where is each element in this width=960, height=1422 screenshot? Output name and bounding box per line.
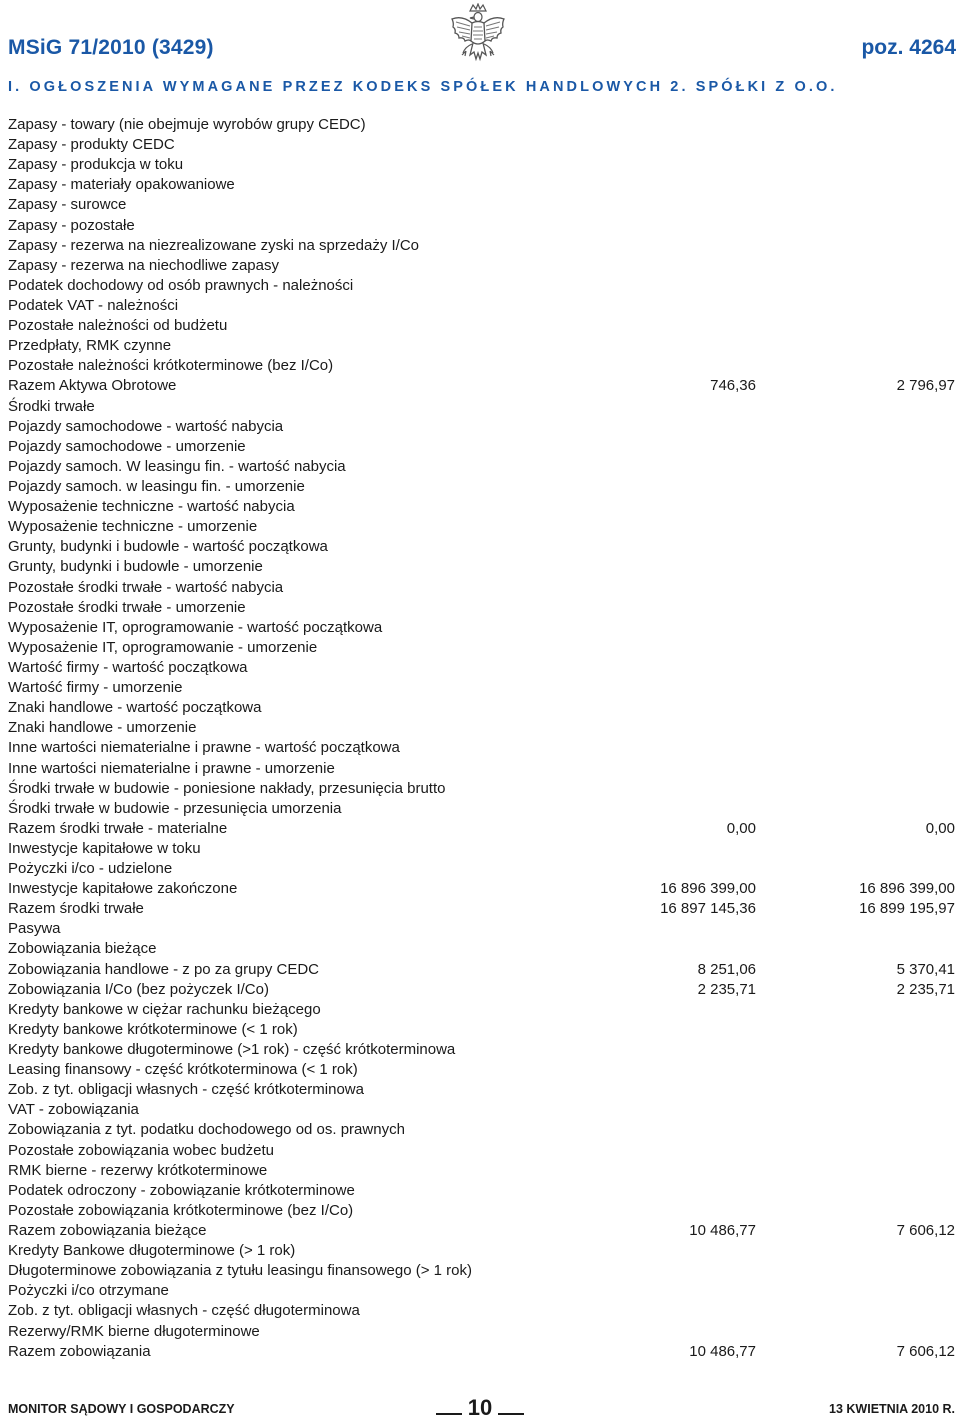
row-label: Pozostałe należności od budżetu (8, 317, 228, 335)
row-label: Pozostałe zobowiązania krótkoterminowe (bez I/Co) (8, 1201, 354, 1219)
row-label: Pożyczki i/co - udzielone (8, 860, 173, 878)
row-value-previous: 7 606,12 (896, 1222, 955, 1240)
table-row (0, 517, 960, 537)
row-label: Grunty, budynki i budowle - umorzenie (8, 558, 263, 576)
table-row (0, 718, 960, 738)
row-label: Podatek VAT - należności (8, 296, 179, 314)
table-row (0, 1241, 960, 1261)
row-label: Zobowiązania z tyt. podatku dochodowego od os. prawnych (8, 1121, 405, 1139)
table-row (0, 1201, 960, 1221)
row-value-current: 16 897 145,36 (660, 900, 756, 918)
position-number: poz. 4264 (861, 36, 956, 59)
row-label: Znaki handlowe - wartość początkowa (8, 699, 262, 717)
row-label: Pozostałe należności krótkoterminowe (bez I/Co) (8, 357, 334, 375)
table-row (0, 336, 960, 356)
table-row (0, 1040, 960, 1060)
row-label: Wyposażenie IT, oprogramowanie - umorzenie (8, 638, 318, 656)
row-label: Zapasy - rezerwa na niechodliwe zapasy (8, 256, 279, 274)
table-row (0, 115, 960, 135)
row-label: Pojazdy samochodowe - umorzenie (8, 437, 246, 455)
table-row (0, 135, 960, 155)
row-label: Zob. z tyt. obligacji własnych - część krótkoterminowa (8, 1081, 364, 1099)
row-label: Pozostałe zobowiązania wobec budżetu (8, 1141, 275, 1159)
row-label: Znaki handlowe - umorzenie (8, 719, 197, 737)
row-value-current: 16 896 399,00 (660, 880, 756, 898)
row-value-previous: 5 370,41 (896, 960, 955, 978)
table-row (0, 598, 960, 618)
row-label: Razem Aktywa Obrotowe (8, 377, 177, 395)
row-label: Pojazdy samochodowe - wartość nabycia (8, 417, 284, 435)
polish-eagle-emblem-icon (448, 3, 508, 69)
table-row (0, 397, 960, 417)
table-row (0, 1080, 960, 1100)
row-label: Razem środki trwałe (8, 900, 144, 918)
publication-title: MSiG 71/2010 (3429) (8, 36, 214, 59)
table-row (0, 437, 960, 457)
row-label: Inwestycje kapitałowe zakończone (8, 880, 238, 898)
row-label: Zapasy - surowce (8, 196, 127, 214)
table-row (0, 839, 960, 859)
row-label: Zapasy - produkcja w toku (8, 156, 184, 174)
table-row (0, 316, 960, 336)
table-row (0, 457, 960, 477)
row-value-current: 0,00 (726, 819, 756, 837)
row-label: Razem środki trwałe - materialne (8, 819, 228, 837)
table-row (0, 799, 960, 819)
table-row (0, 195, 960, 215)
row-label: Pożyczki i/co otrzymane (8, 1282, 169, 1300)
table-row (0, 276, 960, 296)
row-label: Zapasy - pozostałe (8, 216, 135, 234)
row-label: RMK bierne - rezerwy krótkoterminowe (8, 1161, 268, 1179)
table-row (0, 658, 960, 678)
table-row (0, 216, 960, 236)
row-value-previous: 16 899 195,97 (859, 900, 955, 918)
row-value-current: 10 486,77 (689, 1342, 756, 1360)
row-label: Pojazdy samoch. W leasingu fin. - wartość nabycia (8, 457, 346, 475)
row-label: Wartość firmy - umorzenie (8, 679, 183, 697)
row-label: Wyposażenie techniczne - umorzenie (8, 518, 258, 536)
table-row (0, 1120, 960, 1140)
page-header (0, 0, 960, 100)
table-row (0, 1100, 960, 1120)
row-label: Kredyty Bankowe długoterminowe (> 1 rok) (8, 1242, 296, 1260)
table-row (0, 1342, 960, 1362)
row-label: Zapasy - rezerwa na niezrealizowane zyski na sprzedaży I/Co (8, 236, 420, 254)
table-row (0, 980, 960, 1000)
table-row (0, 698, 960, 718)
row-label: Inne wartości niematerialne i prawne - wartość początkowa (8, 739, 400, 757)
table-row (0, 1221, 960, 1241)
table-row (0, 417, 960, 437)
row-value-previous: 2 235,71 (896, 980, 955, 998)
row-label: Środki trwałe w budowie - poniesione nakłady, przesunięcia brutto (8, 779, 446, 797)
table-row (0, 1141, 960, 1161)
table-row (0, 960, 960, 980)
table-row (0, 879, 960, 899)
table-row (0, 759, 960, 779)
table-row (0, 1020, 960, 1040)
table-row (0, 899, 960, 919)
row-label: Grunty, budynki i budowle - wartość początkowa (8, 538, 328, 556)
table-row (0, 738, 960, 758)
row-label: Podatek dochodowy od osób prawnych - należności (8, 276, 354, 294)
table-row (0, 356, 960, 376)
row-label: Zapasy - towary (nie obejmuje wyrobów grupy CEDC) (8, 116, 366, 133)
row-label: Podatek odroczony - zobowiązanie krótkoterminowe (8, 1181, 355, 1199)
row-label: Wartość firmy - wartość początkowa (8, 658, 248, 676)
table-row (0, 819, 960, 839)
row-value-previous: 2 796,97 (896, 377, 955, 395)
footer-publisher: MONITOR SĄDOWY I GOSPODARCZY (8, 1402, 235, 1416)
table-row (0, 1060, 960, 1080)
row-value-current: 746,36 (710, 377, 756, 395)
row-label: Zapasy - produkty CEDC (8, 136, 175, 154)
table-row (0, 155, 960, 175)
row-label: Środki trwałe (8, 397, 95, 415)
row-label: Wyposażenie techniczne - wartość nabycia (8, 498, 295, 516)
table-row (0, 578, 960, 598)
table-row (0, 1161, 960, 1181)
row-label: Zobowiązania handlowe - z po za grupy CEDC (8, 960, 319, 978)
row-label: Kredyty bankowe długoterminowe (>1 rok) - część krótkoterminowa (8, 1041, 456, 1059)
page-number: 10 (467, 1395, 493, 1420)
balance-table (0, 115, 960, 1362)
page-number-dash-right (498, 1413, 524, 1415)
section-heading: I. OGŁOSZENIA WYMAGANE PRZEZ KODEKS SPÓŁEK HANDLOWYCH 2. SPÓŁKI Z O.O. (8, 79, 838, 95)
table-row (0, 638, 960, 658)
row-value-previous: 16 896 399,00 (859, 880, 955, 898)
table-row (0, 477, 960, 497)
row-label: Kredyty bankowe krótkoterminowe (< 1 rok) (8, 1020, 298, 1038)
row-label: Zobowiązania I/Co (bez pożyczek I/Co) (8, 980, 269, 998)
row-label: Pasywa (8, 920, 61, 938)
row-label: VAT - zobowiązania (8, 1101, 139, 1119)
table-row (0, 236, 960, 256)
row-label: Inwestycje kapitałowe w toku (8, 839, 201, 857)
table-row (0, 376, 960, 396)
table-row (0, 618, 960, 638)
row-label: Zapasy - materiały opakowaniowe (8, 176, 235, 194)
row-label: Razem zobowiązania (8, 1342, 151, 1360)
row-label: Wyposażenie IT, oprogramowanie - wartość początkowa (8, 618, 383, 636)
row-label: Razem zobowiązania bieżące (8, 1222, 207, 1240)
row-label: Pojazdy samoch. w leasingu fin. - umorzenie (8, 477, 305, 495)
table-row (0, 859, 960, 879)
row-value-previous: 7 606,12 (896, 1342, 955, 1360)
row-label: Zobowiązania bieżące (8, 940, 157, 958)
row-label: Inne wartości niematerialne i prawne - umorzenie (8, 759, 335, 777)
table-row (0, 919, 960, 939)
table-row (0, 779, 960, 799)
table-row (0, 256, 960, 276)
row-value-previous: 0,00 (925, 819, 955, 837)
row-label: Kredyty bankowe w ciężar rachunku bieżącego (8, 1000, 321, 1018)
row-label: Pozostałe środki trwałe - umorzenie (8, 598, 246, 616)
row-label: Pozostałe środki trwałe - wartość nabycia (8, 578, 284, 596)
row-label: Długoterminowe zobowiązania z tytułu leasingu finansowego (> 1 rok) (8, 1262, 473, 1280)
table-row (0, 1261, 960, 1281)
row-value-current: 8 251,06 (697, 960, 756, 978)
table-row (0, 175, 960, 195)
row-label: Środki trwałe w budowie - przesunięcia umorzenia (8, 799, 342, 817)
table-row (0, 296, 960, 316)
page-footer (0, 1392, 960, 1422)
row-label: Leasing finansowy - część krótkoterminowa (< 1 rok) (8, 1061, 358, 1079)
table-row (0, 557, 960, 577)
table-row (0, 1301, 960, 1321)
row-label: Przedpłaty, RMK czynne (8, 337, 172, 355)
table-row (0, 497, 960, 517)
table-row (0, 939, 960, 959)
row-label: Zob. z tyt. obligacji własnych - część długoterminowa (8, 1302, 360, 1320)
footer-date: 13 KWIETNIA 2010 R. (829, 1402, 955, 1416)
table-row (0, 678, 960, 698)
row-value-current: 2 235,71 (697, 980, 756, 998)
table-row (0, 1000, 960, 1020)
table-row (0, 1181, 960, 1201)
table-row (0, 537, 960, 557)
row-label: Rezerwy/RMK bierne długoterminowe (8, 1322, 260, 1340)
table-row (0, 1281, 960, 1301)
row-value-current: 10 486,77 (689, 1222, 756, 1240)
table-row (0, 1322, 960, 1342)
